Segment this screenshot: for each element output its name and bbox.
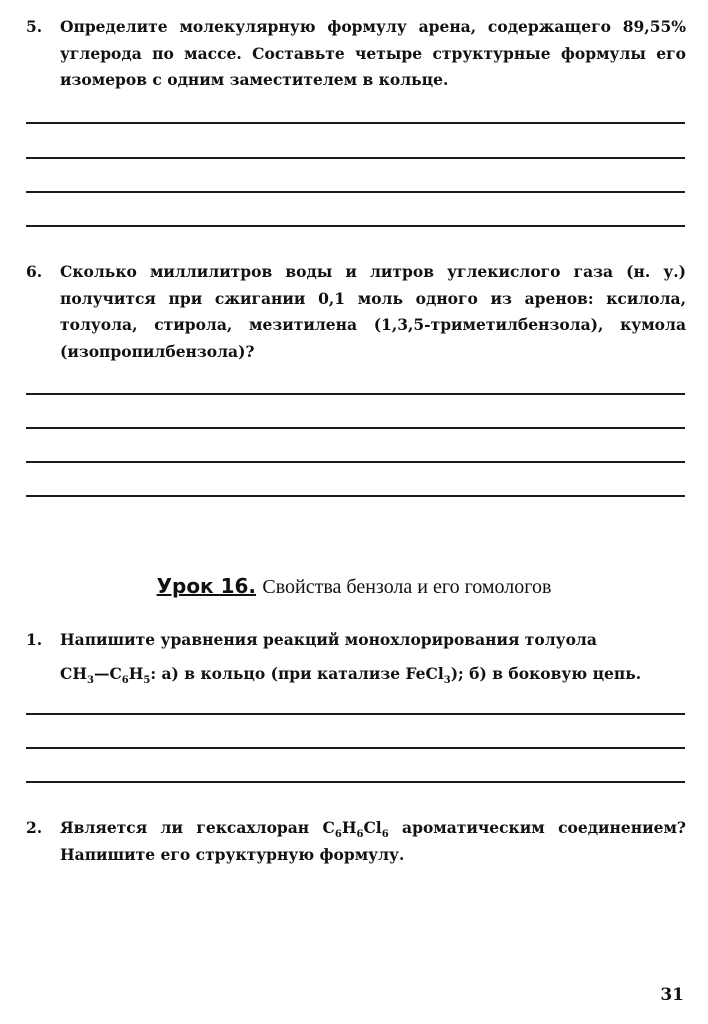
answer-line[interactable] xyxy=(26,225,685,227)
answer-line[interactable] xyxy=(26,427,685,429)
answer-line[interactable] xyxy=(26,747,685,749)
answer-line[interactable] xyxy=(26,495,685,497)
task-5 xyxy=(26,14,686,94)
lesson-heading xyxy=(0,574,708,599)
answer-line[interactable] xyxy=(26,122,685,124)
answer-line[interactable] xyxy=(26,461,685,463)
lesson-title: Свойства бензола и его гомологов xyxy=(262,576,552,598)
task-text: Является ли гексахлоран $C_6H_6Cl_6$ ароматическим соединением? Напишите его структурную формулу. xyxy=(60,818,686,864)
answer-line[interactable] xyxy=(26,393,685,395)
answer-line[interactable] xyxy=(26,713,685,715)
task-text xyxy=(60,623,686,691)
task-number: 5. xyxy=(26,17,43,36)
task-1 xyxy=(26,623,686,691)
task-number: 6. xyxy=(26,262,43,281)
task-text: Сколько миллилитров воды и литров углекислого газа (н. у.) получится при сжигании 0,1 моль одного из аренов: ксилола, толуола, стирола, мезитилена (1,3,5-триметилбензола), кумола (изопропилбензола)? xyxy=(60,262,686,361)
answer-line[interactable] xyxy=(26,157,685,159)
answer-line[interactable] xyxy=(26,781,685,783)
page-number: 31 xyxy=(660,985,684,1005)
task-6 xyxy=(26,259,686,365)
task-line-formula: $CH_3—C_6H_5$: а) в кольцо (при катализе FeCl$_3$); б) в боковую цепь. xyxy=(60,664,642,687)
task-text: Определите молекулярную формулу арена, содержащего 89,55% углерода по массе. Составьте четыре структурные формулы его изомеров с одним заместителем в кольце. xyxy=(60,17,686,89)
task-number: 1. xyxy=(26,630,43,649)
lesson-label: Урок 16. xyxy=(156,574,257,598)
answer-line[interactable] xyxy=(26,191,685,193)
task-number: 2. xyxy=(26,818,43,837)
task-line: Напишите уравнения реакций монохлорирования толуола xyxy=(60,630,597,649)
task-2 xyxy=(26,815,686,868)
